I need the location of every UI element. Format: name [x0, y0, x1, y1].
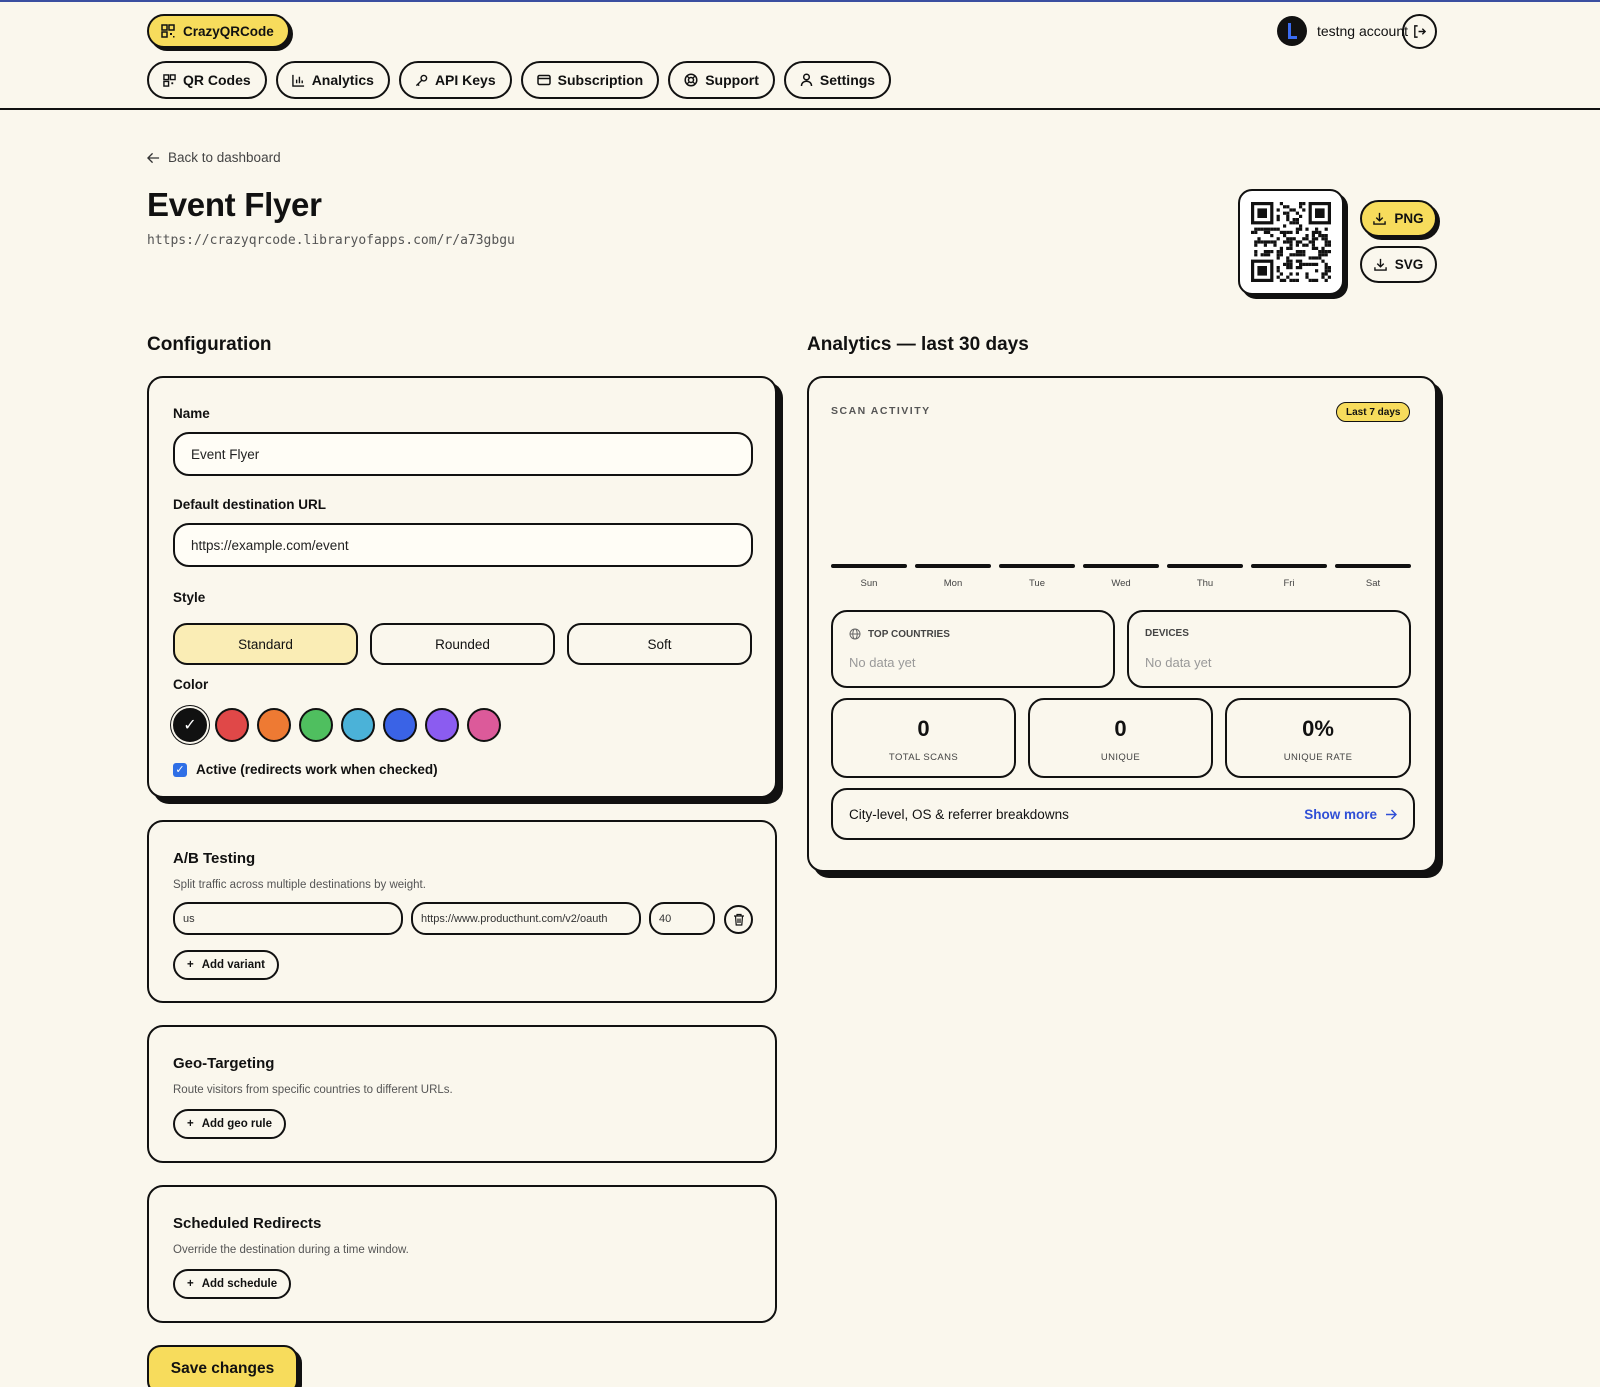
destination-url-field[interactable]: https://example.com/event — [173, 523, 753, 567]
show-more-link[interactable] — [1304, 807, 1397, 822]
active-checkbox[interactable]: ✓ — [173, 763, 187, 777]
name-field[interactable]: Event Flyer — [173, 432, 753, 476]
unique-rate-stat — [1225, 698, 1411, 778]
schedule-description: Override the destination during a time window. — [173, 1244, 409, 1256]
total-scans-stat — [831, 698, 1016, 778]
top-countries-label: TOP COUNTRIES — [868, 628, 950, 640]
nav-analytics[interactable] — [276, 61, 390, 99]
devices-label: DEVICES — [1145, 628, 1189, 639]
schedule-title: Scheduled Redirects — [173, 1215, 322, 1232]
logout-button[interactable] — [1402, 14, 1437, 49]
active-label: Active (redirects work when checked) — [196, 762, 438, 777]
unique-rate-label: UNIQUE RATE — [1283, 752, 1353, 763]
variant-name-field[interactable]: us — [173, 902, 403, 935]
style-soft-button[interactable]: Soft — [567, 623, 752, 665]
total-scans-value: 0 — [917, 716, 930, 741]
day-bar — [1335, 564, 1411, 568]
lifebuoy-icon — [684, 73, 698, 87]
color-swatches — [173, 708, 501, 742]
globe-icon — [849, 628, 861, 640]
qr-code-image — [1251, 202, 1331, 282]
plus-icon: + — [187, 1118, 194, 1130]
day-bar — [915, 564, 991, 568]
download-icon — [1374, 258, 1387, 271]
download-png-button[interactable] — [1360, 200, 1437, 237]
analytics-card — [807, 376, 1437, 872]
ab-testing-title: A/B Testing — [173, 850, 256, 867]
back-label: Back to dashboard — [168, 150, 281, 165]
short-url: https://crazyqrcode.libraryofapps.com/r/a73gbgu — [147, 233, 515, 248]
breakdowns-label: City-level, OS & referrer breakdowns — [849, 806, 1069, 822]
day-bar — [999, 564, 1075, 568]
analytics-heading: Analytics — last 30 days — [807, 334, 1029, 355]
delete-variant-button[interactable] — [724, 905, 753, 934]
color-swatch[interactable] — [341, 708, 375, 742]
qr-icon — [161, 24, 175, 38]
color-swatch[interactable] — [383, 708, 417, 742]
variant-weight-field[interactable]: 40 — [649, 902, 715, 935]
arrow-right-icon — [1385, 809, 1397, 820]
back-to-dashboard-link[interactable] — [147, 150, 281, 165]
devices-empty: No data yet — [1145, 655, 1212, 670]
style-standard-button[interactable]: Standard — [173, 623, 358, 665]
qr-icon — [163, 74, 176, 87]
add-geo-label: Add geo rule — [201, 1118, 272, 1130]
ab-testing-description: Split traffic across multiple destinations by weight. — [173, 879, 426, 891]
day-bar — [1167, 564, 1243, 568]
geo-title: Geo-Targeting — [173, 1055, 275, 1072]
configuration-heading: Configuration — [147, 334, 272, 355]
nav-settings[interactable] — [784, 61, 891, 99]
configuration-card — [147, 376, 777, 798]
name-label: Name — [173, 406, 210, 421]
day-bar — [1251, 564, 1327, 568]
color-swatch[interactable] — [215, 708, 249, 742]
card-icon — [537, 74, 551, 86]
nav-label: Support — [705, 72, 759, 88]
top-countries-empty: No data yet — [849, 655, 916, 670]
devices-title — [1145, 628, 1189, 639]
brand-logo-button[interactable] — [147, 14, 290, 48]
nav-label: Subscription — [557, 72, 644, 88]
geo-targeting-card — [147, 1025, 777, 1163]
color-swatch[interactable] — [425, 708, 459, 742]
nav-support[interactable] — [668, 61, 775, 99]
unique-value: 0 — [1114, 716, 1127, 741]
avatar — [1277, 16, 1307, 46]
download-png-label: PNG — [1394, 211, 1424, 226]
scheduled-redirects-card — [147, 1185, 777, 1323]
add-variant-button[interactable] — [173, 950, 279, 980]
plus-icon: + — [187, 959, 194, 971]
geo-description: Route visitors from specific countries to different URLs. — [173, 1084, 453, 1096]
main-nav — [147, 61, 891, 99]
bar-chart-icon — [292, 74, 305, 87]
nav-api-keys[interactable] — [399, 61, 512, 99]
day-bar — [831, 564, 907, 568]
brand-name: CrazyQRCode — [183, 23, 274, 39]
show-more-label: Show more — [1304, 806, 1377, 822]
day-bar — [1083, 564, 1159, 568]
nav-label: Settings — [819, 72, 876, 88]
color-swatch[interactable] — [257, 708, 291, 742]
user-icon — [800, 73, 813, 87]
ab-testing-card — [147, 820, 777, 1003]
user-menu[interactable] — [1277, 16, 1408, 46]
arrow-left-icon — [147, 152, 160, 164]
nav-qr-codes[interactable] — [147, 61, 267, 99]
color-label: Color — [173, 677, 209, 692]
qr-code-preview — [1238, 189, 1344, 295]
color-swatch[interactable]: ✓ — [173, 708, 207, 742]
style-label: Style — [173, 590, 206, 605]
day-label: Fri — [1283, 578, 1295, 589]
user-name: testng account — [1316, 23, 1408, 39]
day-label: Sun — [860, 578, 878, 589]
download-svg-label: SVG — [1394, 257, 1424, 272]
download-icon — [1373, 212, 1386, 225]
active-checkbox-row[interactable] — [173, 762, 438, 777]
nav-subscription[interactable] — [521, 61, 660, 99]
top-header — [0, 2, 1600, 110]
trash-icon — [733, 913, 745, 926]
unique-rate-value: 0% — [1302, 716, 1334, 741]
plus-icon: + — [187, 1278, 194, 1290]
nav-label: API Keys — [434, 72, 496, 88]
color-swatch[interactable] — [467, 708, 501, 742]
total-scans-label: TOTAL SCANS — [888, 752, 959, 763]
top-countries-box — [831, 610, 1115, 688]
devices-box — [1127, 610, 1411, 688]
breakdowns-row — [831, 788, 1415, 840]
range-badge[interactable]: Last 7 days — [1336, 402, 1410, 422]
unique-label: UNIQUE — [1100, 752, 1141, 763]
style-rounded-button[interactable]: Rounded — [370, 623, 555, 665]
page-title: Event Flyer — [147, 186, 322, 223]
add-geo-rule-button[interactable] — [173, 1109, 286, 1139]
url-label: Default destination URL — [173, 497, 327, 512]
key-icon — [415, 74, 428, 87]
save-changes-button[interactable]: Save changes — [147, 1345, 298, 1387]
day-label: Mon — [943, 578, 963, 589]
logout-icon — [1412, 24, 1427, 39]
day-label: Sat — [1365, 578, 1381, 589]
variant-url-field[interactable]: https://www.producthunt.com/v2/oauth — [411, 902, 641, 935]
unique-stat — [1028, 698, 1213, 778]
download-svg-button[interactable] — [1360, 246, 1437, 283]
color-swatch[interactable] — [299, 708, 333, 742]
day-label: Tue — [1028, 578, 1046, 589]
add-schedule-button[interactable] — [173, 1269, 291, 1299]
day-label: Thu — [1196, 578, 1214, 589]
add-variant-label: Add variant — [201, 959, 265, 971]
add-schedule-label: Add schedule — [201, 1278, 278, 1290]
nav-label: Analytics — [311, 72, 374, 88]
scan-activity-title: SCAN ACTIVITY — [831, 405, 931, 417]
top-countries-title — [849, 628, 950, 640]
nav-label: QR Codes — [183, 72, 251, 88]
day-label: Wed — [1111, 578, 1131, 589]
